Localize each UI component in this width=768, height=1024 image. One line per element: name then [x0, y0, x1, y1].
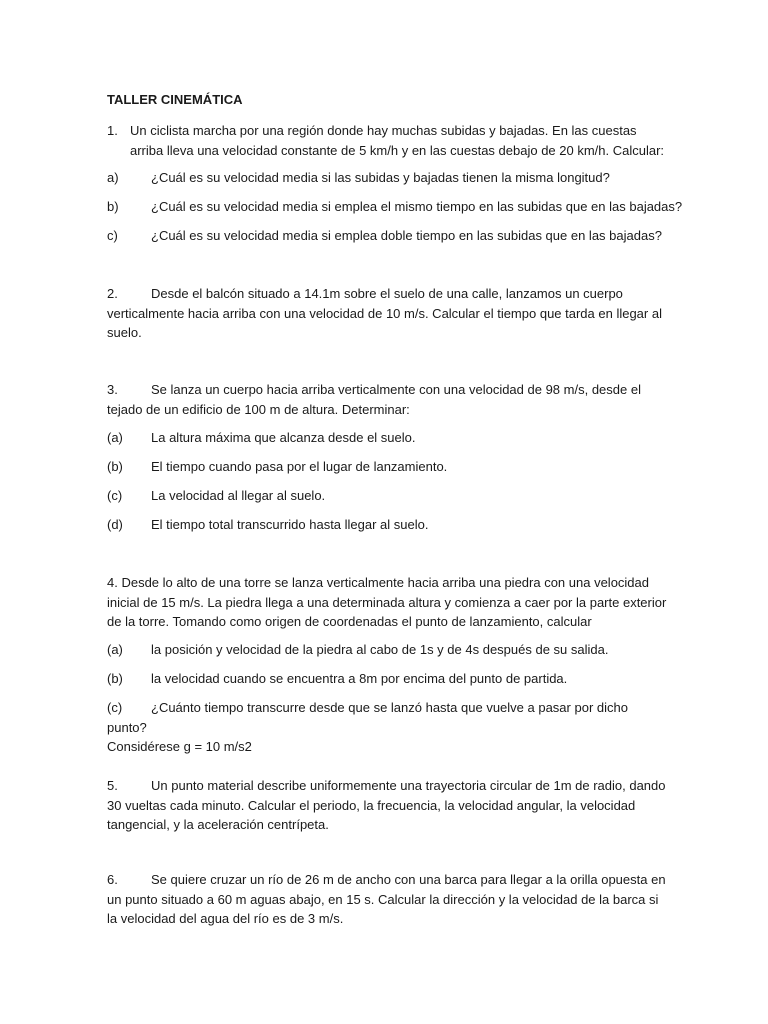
question-3-item-c: [107, 486, 667, 506]
question-3: [107, 380, 667, 419]
question-4-item-c: [107, 698, 667, 757]
item-text: ¿Cuál es su velocidad media si las subidas y bajadas tienen la misma longitud?: [151, 170, 610, 185]
question-6-number: 6.: [107, 872, 118, 887]
item-text: La velocidad al llegar al suelo.: [151, 488, 326, 503]
item-label: c): [107, 228, 118, 243]
question-1-item-a: [107, 168, 667, 188]
question-1: [107, 121, 667, 160]
item-text: La altura máxima que alcanza desde el suelo.: [151, 430, 416, 445]
question-3-text: Se lanza un cuerpo hacia arriba verticalmente con una velocidad de 98 m/s, desde el tejado de un edificio de 100 m de altura. Determinar:: [107, 382, 641, 417]
item-label: (c): [107, 488, 123, 503]
question-5-number: 5.: [107, 778, 118, 793]
item-text: la posición y velocidad de la piedra al cabo de 1s y de 4s después de su salida.: [151, 642, 609, 657]
item-label: (c): [107, 700, 123, 715]
item-label: a): [107, 170, 119, 185]
question-5: [107, 776, 667, 835]
question-3-item-b: [107, 457, 667, 477]
item-text: El tiempo total transcurrido hasta llegar al suelo.: [151, 517, 429, 532]
item-label: (d): [107, 517, 123, 532]
question-2: [107, 284, 667, 343]
question-2-text: Desde el balcón situado a 14.1m sobre el suelo de una calle, lanzamos un cuerpo verticalmente hacia arriba con una velocidad de 10 m/s. Calcular el tiempo que tarda en llegar al suelo.: [107, 286, 662, 340]
question-4-item-b: [107, 669, 667, 689]
question-1-text: Un ciclista marcha por una región donde hay muchas subidas y bajadas. En las cuestas arriba lleva una velocidad constante de 5 km/h y en las cuestas debajo de 20 km/h. Calcular:: [130, 123, 665, 158]
item-label: (a): [107, 642, 123, 657]
item-text: ¿Cuál es su velocidad media si emplea el mismo tiempo en las subidas que en las bajadas?: [151, 199, 683, 214]
item-label: b): [107, 199, 119, 214]
question-5-text: Un punto material describe uniformemente una trayectoria circular de 1m de radio, dando 30 vueltas cada minuto. Calcular el periodo, la frecuencia, la velocidad angular, la velocidad tangencial, y la aceleración centrípeta.: [107, 778, 666, 832]
question-3-item-d: [107, 515, 667, 535]
item-label: (b): [107, 459, 123, 474]
question-3-number: 3.: [107, 382, 118, 397]
question-1-item-c: [107, 226, 667, 246]
item-label: (a): [107, 430, 123, 445]
question-2-number: 2.: [107, 286, 118, 301]
question-4-note: Considérese g = 10 m/s2: [107, 739, 252, 754]
question-6-text: Se quiere cruzar un río de 26 m de ancho con una barca para llegar a la orilla opuesta en un punto situado a 60 m aguas abajo, en 15 s. Calcular la dirección y la velocidad de la barca si la velocidad del agua del río es de 3 m/s.: [107, 872, 666, 926]
question-4-item-a: [107, 640, 667, 660]
item-label: (b): [107, 671, 123, 686]
item-text: El tiempo cuando pasa por el lugar de lanzamiento.: [151, 459, 448, 474]
question-4-text: 4. Desde lo alto de una torre se lanza verticalmente hacia arriba una piedra con una velocidad inicial de 15 m/s. La piedra llega a una determinada altura y comienza a caer por la parte exterior de la torre. Tomando como origen de coordenadas el punto de lanzamiento, calcular: [107, 575, 667, 629]
document-title: TALLER CINEMÁTICA: [107, 92, 243, 107]
item-text: ¿Cuánto tiempo transcurre desde que se lanzó hasta que vuelve a pasar por dicho punto?: [107, 700, 628, 735]
question-3-item-a: [107, 428, 667, 448]
question-6: [107, 870, 667, 929]
item-text: ¿Cuál es su velocidad media si emplea doble tiempo en las subidas que en las bajadas?: [151, 228, 662, 243]
question-1-item-b: [107, 197, 683, 217]
item-text: la velocidad cuando se encuentra a 8m por encima del punto de partida.: [151, 671, 568, 686]
question-1-number: 1.: [107, 123, 118, 138]
question-4: [107, 573, 667, 632]
